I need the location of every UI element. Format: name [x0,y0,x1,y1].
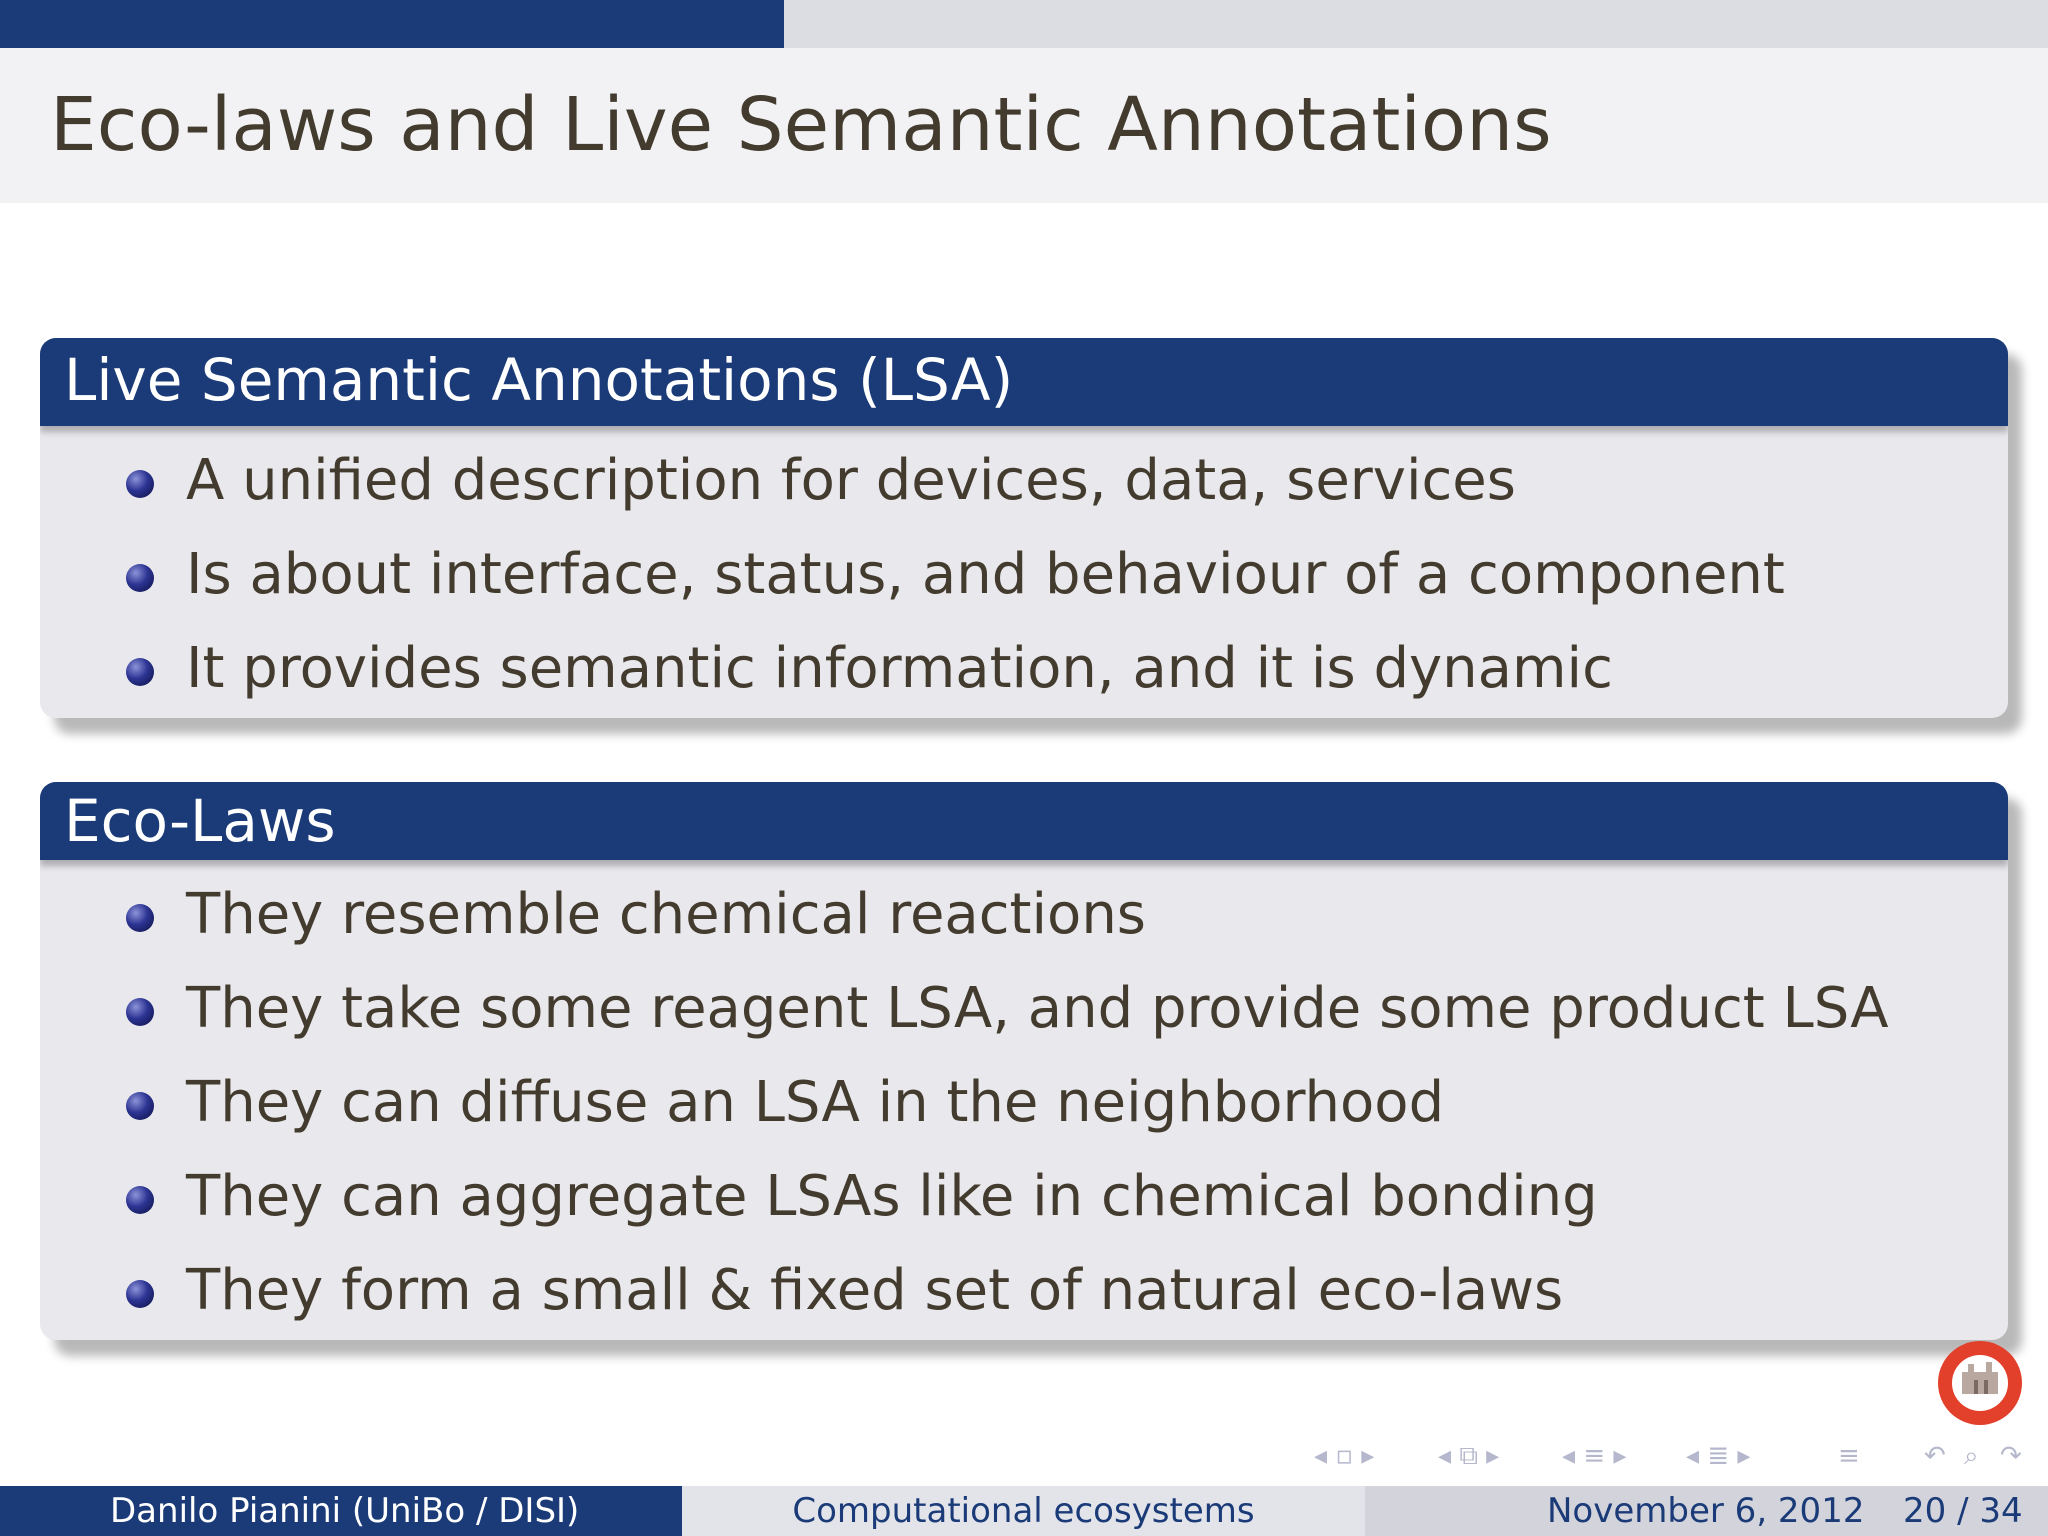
block-eco-laws [40,782,2008,1340]
navigation-bar [1300,1436,2040,1476]
bullet-icon [126,1280,154,1308]
list-item-text: They form a small & fixed set of natural eco-laws [186,1258,1564,1323]
slide-nav-icon[interactable]: ◂ ▫ ▸ [1314,1441,1375,1471]
list-item-text: They can aggregate LSAs like in chemical bonding [186,1164,1598,1229]
footer-short-title: Computational ecosystems [682,1486,1365,1536]
bullet-icon [126,658,154,686]
forward-icon[interactable]: ↷ [2000,1441,2022,1471]
list-item [40,1058,2008,1152]
list-item-text: They can diffuse an LSA in the neighborhood [186,1070,1445,1135]
list-item-text: It provides semantic information, and it is dynamic [186,636,1613,701]
block-lsa-title: Live Semantic Annotations (LSA) [40,338,2008,426]
footer-date: November 6, 2012 [1547,1491,1865,1531]
search-icon[interactable]: ⌕ [1964,1441,1979,1471]
frame-nav-icon[interactable]: ◂ ⧉ ▸ [1438,1441,1500,1471]
subsection-nav-icon[interactable]: ◂ ≡ ▸ [1562,1441,1627,1471]
footer [0,1486,2048,1536]
list-item [40,964,2008,1058]
list-item-text: They take some reagent LSA, and provide some product LSA [186,976,1889,1041]
list-item [40,436,2008,530]
university-seal-logo [1930,1338,2030,1428]
bullet-icon [126,470,154,498]
list-item [40,624,2008,718]
block-lsa [40,338,2008,718]
frame-title: Eco-laws and Live Semantic Annotations [50,82,1552,168]
list-item [40,1152,2008,1246]
section-nav-icon[interactable]: ◂ ≣ ▸ [1686,1441,1751,1471]
block-lsa-body [40,426,2008,718]
bullet-icon [126,1186,154,1214]
block-eco-laws-body [40,860,2008,1340]
back-icon[interactable]: ↶ [1924,1441,1946,1471]
bullet-icon [126,998,154,1026]
list-item [40,1246,2008,1340]
bullet-icon [126,1092,154,1120]
bullet-icon [126,904,154,932]
list-item [40,530,2008,624]
block-eco-laws-title: Eco-Laws [40,782,2008,860]
list-item-text: They resemble chemical reactions [186,882,1146,947]
bullet-icon [126,564,154,592]
toc-icon[interactable]: ≡ [1838,1441,1860,1471]
list-item-text: A unified description for devices, data, services [186,448,1516,513]
progress-track [0,0,2048,48]
page-number: 20 / 34 [1903,1491,2023,1531]
footer-info [1365,1486,2048,1536]
list-item-text: Is about interface, status, and behaviour of a component [186,542,1785,607]
progress-bar-fill [0,0,784,48]
footer-author: Danilo Pianini (UniBo / DISI) [0,1486,682,1536]
list-item [40,870,2008,964]
